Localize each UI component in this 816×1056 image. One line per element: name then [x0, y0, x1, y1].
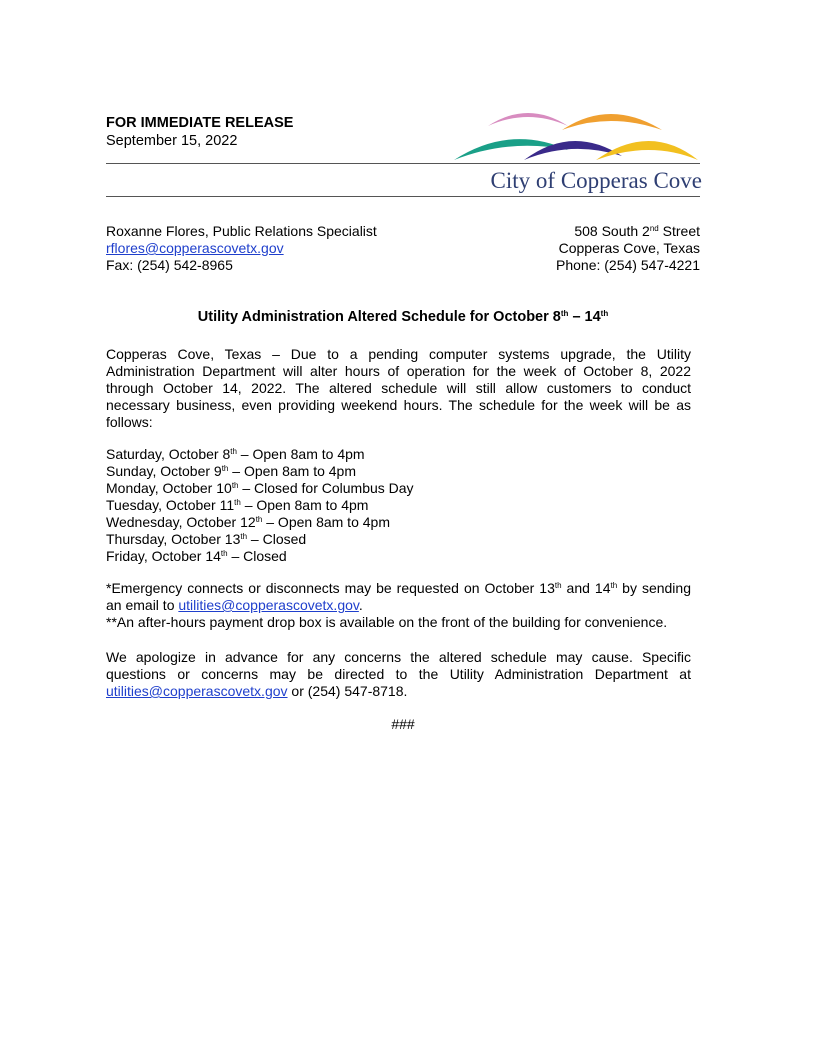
end-mark: ### — [391, 716, 415, 732]
schedule-item: Sunday, October 9th – Open 8am to 4pm — [106, 463, 357, 479]
drop-box-note: **An after-hours payment drop box is available on the front of the building for convenience. — [106, 614, 668, 630]
contact-street: 508 South 2nd Street — [574, 223, 700, 239]
release-label: FOR IMMEDIATE RELEASE — [106, 115, 294, 131]
schedule-list — [106, 446, 414, 565]
schedule-item: Wednesday, October 12th – Open 8am to 4pm — [106, 514, 390, 530]
contact-name-title: Roxanne Flores, Public Relations Specialist — [106, 223, 377, 239]
notes-block — [106, 580, 691, 631]
intro-paragraph: Copperas Cove, Texas – Due to a pending computer systems upgrade, the Utility Administration Department will alter hours of operation for the week of October 8, 2022 through October 14, 2022. The altered schedule will still allow customers to conduct necessary business, even providing weekend hours. The schedule for the week will be as follows: — [106, 346, 691, 430]
schedule-item: Saturday, October 8th – Open 8am to 4pm — [106, 446, 365, 462]
headline: Utility Administration Altered Schedule for October 8th – 14th — [197, 309, 609, 325]
logo-arc-orange — [562, 114, 662, 130]
contact-email-link[interactable]: rflores@copperascovetx.gov — [106, 240, 284, 256]
city-logo-arcs — [450, 104, 706, 164]
closing-paragraph: We apologize in advance for any concerns the altered schedule may cause. Specific questions or concerns may be directed to the Utility Administration Department at utilities@copperascovetx.gov or (254) 547-8718. — [106, 649, 691, 699]
schedule-item: Tuesday, October 11th – Open 8am to 4pm — [106, 497, 369, 513]
schedule-item: Monday, October 10th – Closed for Columbus Day — [106, 480, 414, 496]
logo-arc-pink — [488, 113, 568, 126]
utilities-email-link[interactable]: utilities@copperascovetx.gov — [178, 597, 359, 613]
city-name-logo-text: City of Copperas Cove — [490, 168, 702, 193]
contact-city: Copperas Cove, Texas — [558, 240, 700, 256]
utilities-email-link-2[interactable]: utilities@copperascovetx.gov — [106, 683, 288, 699]
release-date: September 15, 2022 — [106, 133, 238, 149]
contact-right-block — [470, 223, 700, 274]
header-rule-bottom — [106, 196, 700, 197]
schedule-item: Thursday, October 13th – Closed — [106, 531, 307, 547]
contact-left-block — [106, 223, 377, 274]
emergency-note: *Emergency connects or disconnects may be requested on October 13th and 14th by sending an email to utilities@copperascovetx.gov. — [106, 580, 691, 613]
contact-phone: Phone: (254) 547-4221 — [556, 257, 700, 273]
contact-fax: Fax: (254) 542-8965 — [106, 257, 233, 273]
schedule-item: Friday, October 14th – Closed — [106, 548, 287, 564]
